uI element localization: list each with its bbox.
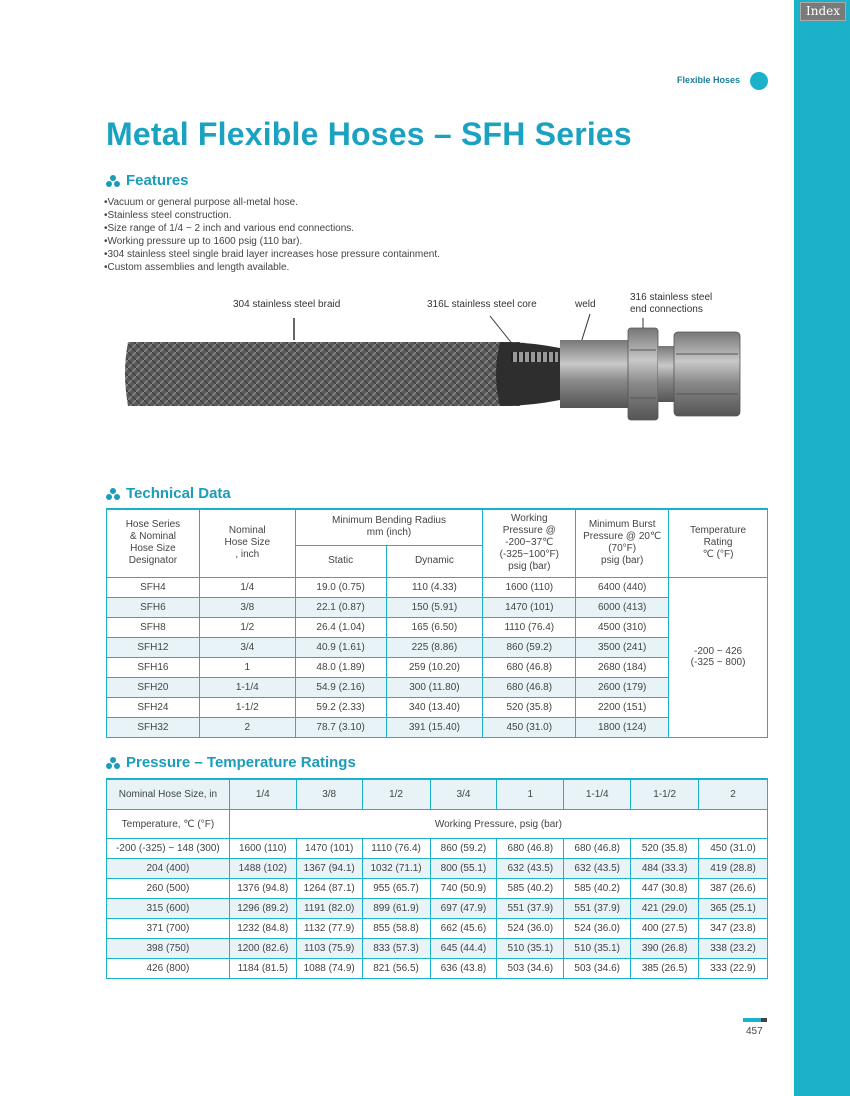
pressure-temp-table <box>106 778 768 979</box>
table-row: 315 (600) 1296 (89.2) 1191 (82.0) 899 (61.9) 697 (47.9) 551 (37.9) 551 (37.9) 421 (29.0) 365 (25.1) <box>107 899 768 919</box>
table-row: SFH20 1-1/4 54.9 (2.16) 300 (11.80) 680 (46.8) 2600 (179) <box>107 677 768 697</box>
pressure-temp-heading <box>106 754 356 771</box>
section-dot-icon <box>750 72 768 90</box>
table-row: SFH6 3/8 22.1 (0.87) 150 (5.91) 1470 (101) 6000 (413) <box>107 597 768 617</box>
page-title: Metal Flexible Hoses – SFH Series <box>106 116 632 152</box>
features-list <box>104 196 440 274</box>
table-row: SFH32 2 78.7 (3.10) 391 (15.40) 450 (31.0) 1800 (124) <box>107 717 768 737</box>
temp-rating-cell: -200 ~ 426 (-325 ~ 800) <box>669 577 768 737</box>
header-series: Hose Series & Nominal Hose Size Designator <box>107 509 200 577</box>
cluster-bullet-icon <box>106 757 120 769</box>
feature-item: • Working pressure up to 1600 psig (110 bar). <box>104 235 440 248</box>
header-burst: Minimum Burst Pressure @ 20℃ (70°F) psig (bar) <box>576 509 669 577</box>
feature-item: • Vacuum or general purpose all-metal hose. <box>104 196 440 209</box>
table-row: 371 (700) 1232 (84.8) 1132 (77.9) 855 (58.8) 662 (45.6) 524 (36.0) 524 (36.0) 400 (27.5) 347 (23.8) <box>107 919 768 939</box>
wp-label: Working Pressure, psig (bar) <box>229 810 767 839</box>
table-row: SFH16 1 48.0 (1.89) 259 (10.20) 680 (46.8) 2680 (184) <box>107 657 768 677</box>
feature-item: • Stainless steel construction. <box>104 209 440 222</box>
label-braid: 304 stainless steel braid <box>233 299 341 310</box>
header-dynamic: Dynamic <box>386 545 483 577</box>
section-tag <box>620 72 770 92</box>
table-row: 204 (400) 1488 (102) 1367 (94.1) 1032 (71.1) 800 (55.1) 632 (43.5) 632 (43.5) 484 (33.3) 419 (28.8) <box>107 859 768 879</box>
label-end-1: 316 stainless steel <box>630 292 713 303</box>
temp-header-row <box>107 810 768 839</box>
header-radius: Minimum Bending Radius mm (inch) <box>295 509 483 545</box>
cluster-bullet-icon <box>106 488 120 500</box>
section-tag-label: Flexible Hoses <box>676 75 740 85</box>
table-row: 426 (800) 1184 (81.5) 1088 (74.9) 821 (56.5) 636 (43.8) 503 (34.6) 503 (34.6) 385 (26.5) 333 (22.9) <box>107 959 768 979</box>
pressure-temp-heading-text: Pressure – Temperature Ratings <box>126 754 356 771</box>
temp-label: Temperature, ℃ (°F) <box>107 810 230 839</box>
technical-heading-text: Technical Data <box>126 485 231 502</box>
size-label: Nominal Hose Size, in <box>107 779 230 810</box>
feature-item: • Size range of 1/4 ~ 2 inch and various end connections. <box>104 222 440 235</box>
feature-item: • Custom assemblies and length available. <box>104 261 440 274</box>
feature-item: • 304 stainless steel single braid layer increases hose pressure containment. <box>104 248 440 261</box>
features-heading-text: Features <box>126 172 189 189</box>
table-row: SFH8 1/2 26.4 (1.04) 165 (6.50) 1110 (76.4) 4500 (310) <box>107 617 768 637</box>
page-number: 457 <box>746 1026 763 1037</box>
size-header-row: Nominal Hose Size, in 1/4 3/8 1/2 3/4 1 1-1/4 1-1/2 2 <box>107 779 768 810</box>
header-temp: Temperature Rating ℃ (°F) <box>669 509 768 577</box>
index-button[interactable]: Index <box>800 2 846 21</box>
header-size: Nominal Hose Size , inch <box>199 509 295 577</box>
table-row: 260 (500) 1376 (94.8) 1264 (87.1) 955 (65.7) 740 (50.9) 585 (40.2) 585 (40.2) 447 (30.8) 387 (26.6) <box>107 879 768 899</box>
table-row: SFH4 1/4 19.0 (0.75) 110 (4.33) 1600 (110) 6400 (440) -200 ~ 426 (-325 ~ 800) <box>107 577 768 597</box>
hose-illustration <box>120 288 760 428</box>
table-row: 398 (750) 1200 (82.6) 1103 (75.9) 833 (57.3) 645 (44.4) 510 (35.1) 510 (35.1) 390 (26.8) 338 (23.2) <box>107 939 768 959</box>
technical-data-table <box>106 508 768 738</box>
header-working: Working Pressure @ -200~37℃ (-325~100°F) psig (bar) <box>483 509 576 577</box>
header-static: Static <box>295 545 386 577</box>
label-end-2: end connections <box>630 304 703 315</box>
features-heading <box>106 172 189 189</box>
label-weld: weld <box>575 299 596 310</box>
hose-diagram <box>120 288 760 428</box>
table-row: SFH12 3/4 40.9 (1.61) 225 (8.86) 860 (59.2) 3500 (241) <box>107 637 768 657</box>
table-row: SFH24 1-1/2 59.2 (2.33) 340 (13.40) 520 (35.8) 2200 (151) <box>107 697 768 717</box>
cluster-bullet-icon <box>106 175 120 187</box>
technical-heading <box>106 485 231 502</box>
table-row: -200 (-325) ~ 148 (300) 1600 (110) 1470 (101) 1110 (76.4) 860 (59.2) 680 (46.8) 680 (46.8) 520 (35.8) 450 (31.0) <box>107 839 768 859</box>
right-sidebar <box>794 0 850 1096</box>
label-core: 316L stainless steel core <box>427 299 537 310</box>
page-marker-bar-dark <box>761 1018 767 1022</box>
